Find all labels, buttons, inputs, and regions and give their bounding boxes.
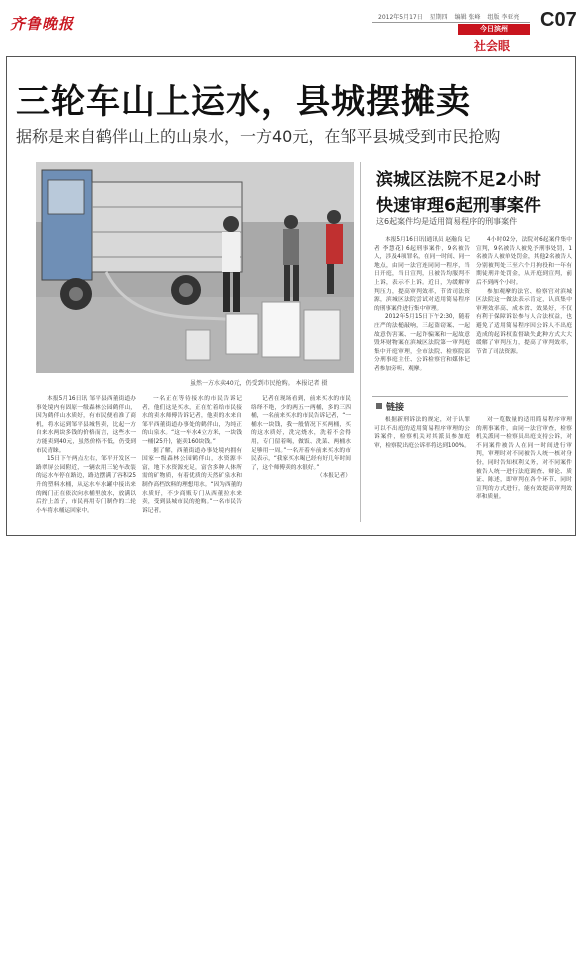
section-name: 社会眼 xyxy=(474,39,511,53)
link-rule xyxy=(372,396,568,397)
side-article-column-2 xyxy=(476,236,572,386)
link-column-1 xyxy=(374,416,470,518)
main-subheadline: 据称是来自鹤伴山上的山泉水，一方40元，在邹平县城受到市民抢购 xyxy=(16,127,501,146)
main-article-column-3 xyxy=(251,395,351,517)
column-divider xyxy=(360,162,361,522)
newspaper-logo: 齐鲁晚报 xyxy=(10,15,75,33)
main-article-column-2 xyxy=(142,395,242,517)
main-paragraph-4: 据了解，西董街道办事处境内拥有国家一级森林公园鹤伴山，水资源丰富，地下水资源充足，富含多种人体所需的矿物质，有着优质的天然矿泉水和制作高档饮料的理想用水。“因为西董的水质好，不少商贩专门从西董拉水来卖，受到县城市民的抢购。”一名市民告诉记者。 xyxy=(142,447,242,514)
main-paragraph-1: 本报5月16日讯 邹平县西董街道办事处境内有固原一级森林公园鹤伴山，因为鹤伴山水质好，有市民便看准了商机，将水运到邹平县城售卖，比起一方自来水两块多钱的价格而言，这些水一方能卖到40元，虽然价格不低，仍受到市民青睐。 xyxy=(36,396,136,454)
main-article-column-1 xyxy=(36,395,136,517)
side-title-line-1: 滨城区法院不足2小时 xyxy=(376,170,541,190)
link-paragraph-2: 对一览数量的适用简易程序审理的刑事案件，由同一法官审查，检察机关派同一检察员出庭支持公诉，对不同案件被告人在同一时间进行审判，审理时对不同被告人统一核对身份，同时告知权利义务，对不同案件被告人统一进行法庭调查、辩论、质证、陈述，即审判在各个环节、同时宣判的方式进行，能有效提高审判效率和质量。 xyxy=(476,417,572,501)
main-paragraph-3: 一名正在等待接水的市民告诉记者，他们这是买水，正在忙着给市民接水的卖水师傅告诉记者，他卖的水来自邹平西董街道办事处的鹤伴山，为纯正的山泉水。“这一车水4立方米，一块钱一桶(25升)，能卖160块钱。” xyxy=(142,396,242,445)
page-number: C07 xyxy=(540,9,577,31)
designer-credit: 组版 李亚亮 xyxy=(487,14,520,21)
photo-illustration xyxy=(36,162,354,373)
link-title: 链接 xyxy=(386,403,405,413)
section-tag: 今日滨州 xyxy=(458,24,530,35)
side-subtitle: 这6起案件均是适用简易程序的刑事案件 xyxy=(376,217,518,226)
side-paragraph-2: 2012年5月15日下午2:30，随着庄严的法槌敲响，三起盗窃案、一起故意伤害案、一起诈骗案和一起故意毁坏财物案在滨城区法院第一审判庭集中开庭审理，全市法院、检察院部分刑事庭主任、公诉检察官和媒体记者参加旁听、观摩。 xyxy=(374,314,470,372)
link-paragraph-1: 根据新刑诉法的规定，对于认罪可以不出庭的适用简易程序审理的公诉案件，检察机关对其派员参加庭审，检察院出庭公诉率将达到100%。 xyxy=(374,417,470,449)
editor-credit: 编辑 张峰 xyxy=(454,14,481,21)
side-paragraph-4: 参加观摩的法官、检察官对滨城区法院这一做法表示肯定，认真集中审理效率高、成本省、效果好，不仅有利于保障诉讼参与人合法权益，也避免了适用简易程序因公诉人不出庭造成的起诉权监督缺失此种方式大大缓解了审判压力，提高了审判效率，节省了司法资源。 xyxy=(476,288,572,355)
header-rule xyxy=(372,22,530,23)
side-paragraph-1: 本报5月16日讯(通讯员 赵瀚良 记者 李慧花) 6起刑事案件，9名被告人，涉及4项罪名，在同一时间、同一地点，由同一法官连同同一程序，当日开庭，当日宣判，且被告均服判不上诉，表示不上诉。近日，为缓解审判压力，提高审判效率，节省司法资源，滨城区法院尝试对适用简易程序的刑事案件进行集中审理。 xyxy=(374,237,470,312)
link-bullet-icon xyxy=(376,403,382,409)
side-article-column-1 xyxy=(374,236,470,386)
main-paragraph-2: 15日下午两点左右，邹平开发区一路翠屏公园附近，一辆农用三轮车改装的运水车停在路边，路边摆满了容积25升的塑料水桶，从运水车水罐中接出来的阀门正在依次向水桶里放水，放满以后拧上盖子，市民再用专门制作的二轮小车将水桶运回家中。 xyxy=(36,456,136,514)
main-headline: 三轮车山上运水，县城摆摊卖 xyxy=(16,82,471,122)
side-title-line-2: 快速审理6起刑事案件 xyxy=(376,196,541,216)
header-meta xyxy=(378,12,524,21)
issue-date: 2012年5月17日 xyxy=(378,14,423,21)
photo-caption: 虽然一方水卖40元，仍受到市民抢购。 本报记者 摄 xyxy=(190,380,328,387)
main-paragraph-5: 记者在现场看到，前来买水的市民络绎不绝，少的两五一两桶，多的三四桶，一名前来买水的市民告诉记者，“一桶水一块钱，我一般情况下买两桶，买的这水质好，洗完烧水，洗着不会得用，专门留着喝，做饭、洗菜、两桶水足够用一周。”一名开着车前来买水的市民表示，“我家买水喝已经有好几年时间了，这个师傅卖的水很好。” xyxy=(251,396,351,471)
side-paragraph-3: 4小时02分，法院对6起案件集中宣判，9名被告人被免予刑事处罚，1名被告人被单处罚金，其他2名被告人分别被判处三至六个月拘役和一年有期徒刑并处罚金，从开庭到宣判，前后不到两个小时。 xyxy=(476,237,572,286)
news-photo xyxy=(36,162,354,373)
issue-weekday: 星期四 xyxy=(429,14,448,21)
main-article-byline: （本报记者） xyxy=(316,473,351,480)
link-column-2 xyxy=(476,416,572,518)
